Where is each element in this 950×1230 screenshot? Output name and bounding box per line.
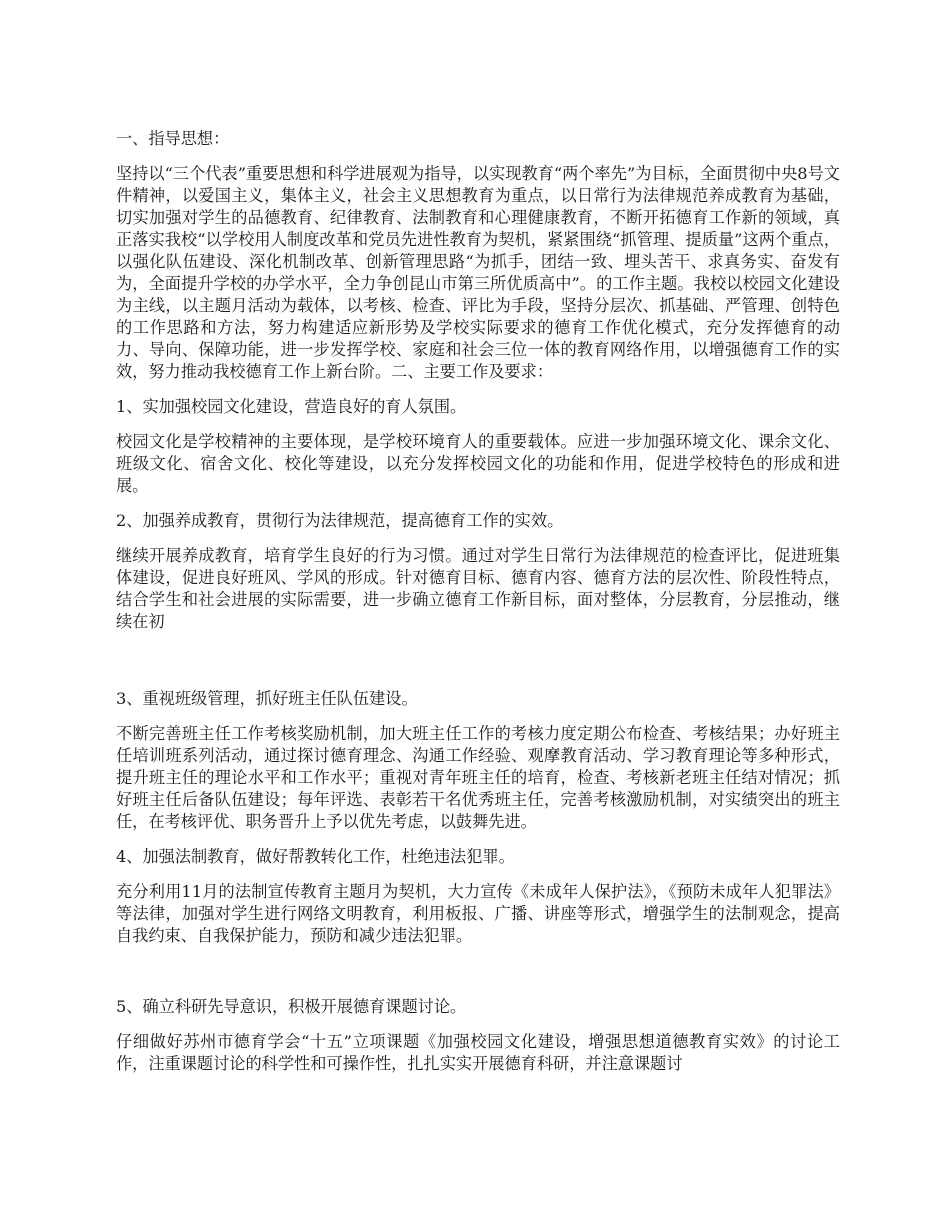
item4-heading: 4、加强法制教育，做好帮教转化工作，杜绝违法犯罪。 <box>116 847 515 866</box>
item5-heading: 5、确立科研先导意识，积极开展德育课题讨论。 <box>116 997 467 1016</box>
item1-body: 校园文化是学校精神的主要体现，是学校环境育人的重要载体。应进一步加强环境文化、课余文化、班级文化、宿舍文化、校化等建设，以充分发挥校园文化的功能和作用，促进学校特色的形成和进展。 <box>116 432 840 495</box>
section1-heading: 一、指导思想： <box>116 129 230 148</box>
section1-body: 坚持以“三个代表”重要思想和科学进展观为指导，以实现教育“两个率先”为目标，全面贯彻中央8号文件精神，以爱国主义，集体主义，社会主义思想教育为重点，以日常行为法律规范养成教育为基础，切实加强对学生的品德教育、纪律教育、法制教育和心理健康教育，不断开拓德育工作新的领域，真正落实我校“以学校用人制度改革和党员先进性教育为契机，紧紧围绕“抓管理、提质量”这两个重点，以强化队伍建设、深化机制改革、创新管理思路“为抓手，团结一致、埋头苦干、求真务实、奋发有为，全面提升学校的办学水平，全力争创昆山市第三所优质高中”。的工作主题。我校以校园文化建设为主线，以主题月活动为载体，以考核、检查、评比为手段，坚持分层次、抓基础、严管理、创特色的工作思路和方法，努力构建适应新形势及学校实际要求的德育工作优化模式，充分发挥德育的动力、导向、保障功能，进一步发挥学校、家庭和社会三位一体的教育网络作用，以增强德育工作的实效，努力推动我校德育工作上新台阶。二、主要工作及要求： <box>116 164 840 381</box>
item5-body: 仔细做好苏州市德育学会“十五”立项课题《加强校园文化建设，增强思想道德教育实效》的讨论工作，注重课题讨论的科学性和可操作性，扎扎实实开展德育科研，并注意课题讨 <box>116 1032 840 1073</box>
item3-body: 不断完善班主任工作考核奖励机制，加大班主任工作的考核力度定期公布检查、考核结果；办好班主任培训班系列活动，通过探讨德育理念、沟通工作经验、观摩教育活动、学习教育理论等多种形式，提升班主任的理论水平和工作水平；重视对青年班主任的培育，检查、考核新老班主任结对情况；抓好班主任后备队伍建设；每年评选、表彰若干名优秀班主任，完善考核激励机制，对实绩突出的班主任，在考核评优、职务晋升上予以优先考虑，以鼓舞先进。 <box>116 724 840 831</box>
spacer <box>116 960 840 996</box>
item1-heading: 1、实加强校园文化建设，营造良好的育人氛围。 <box>116 397 467 416</box>
spacer <box>116 646 840 688</box>
item2-heading: 2、加强养成教育，贯彻行为法律规范，提高德育工作的实效。 <box>116 511 564 530</box>
item4-body: 充分利用11月的法制宣传教育主题月为契机，大力宣传《未成年人保护法》，《预防未成年人犯罪法》等法律，加强对学生进行网络文明教育，利用板报、广播、讲座等形式，增强学生的法制观念，提高自我约束、自我保护能力，预防和减少违法犯罪。 <box>116 882 840 945</box>
item2-body: 继续开展养成教育，培育学生良好的行为习惯。通过对学生日常行为法律规范的检查评比，促进班集体建设，促进良好班风、学风的形成。针对德育目标、德育内容、德育方法的层次性、阶段性特点，结合学生和社会进展的实际需要，进一步确立德育工作新目标，面对整体，分层教育，分层推动，继续在初 <box>116 546 840 631</box>
document-page <box>116 128 840 1088</box>
item3-heading: 3、重视班级管理，抓好班主任队伍建设。 <box>116 689 418 708</box>
